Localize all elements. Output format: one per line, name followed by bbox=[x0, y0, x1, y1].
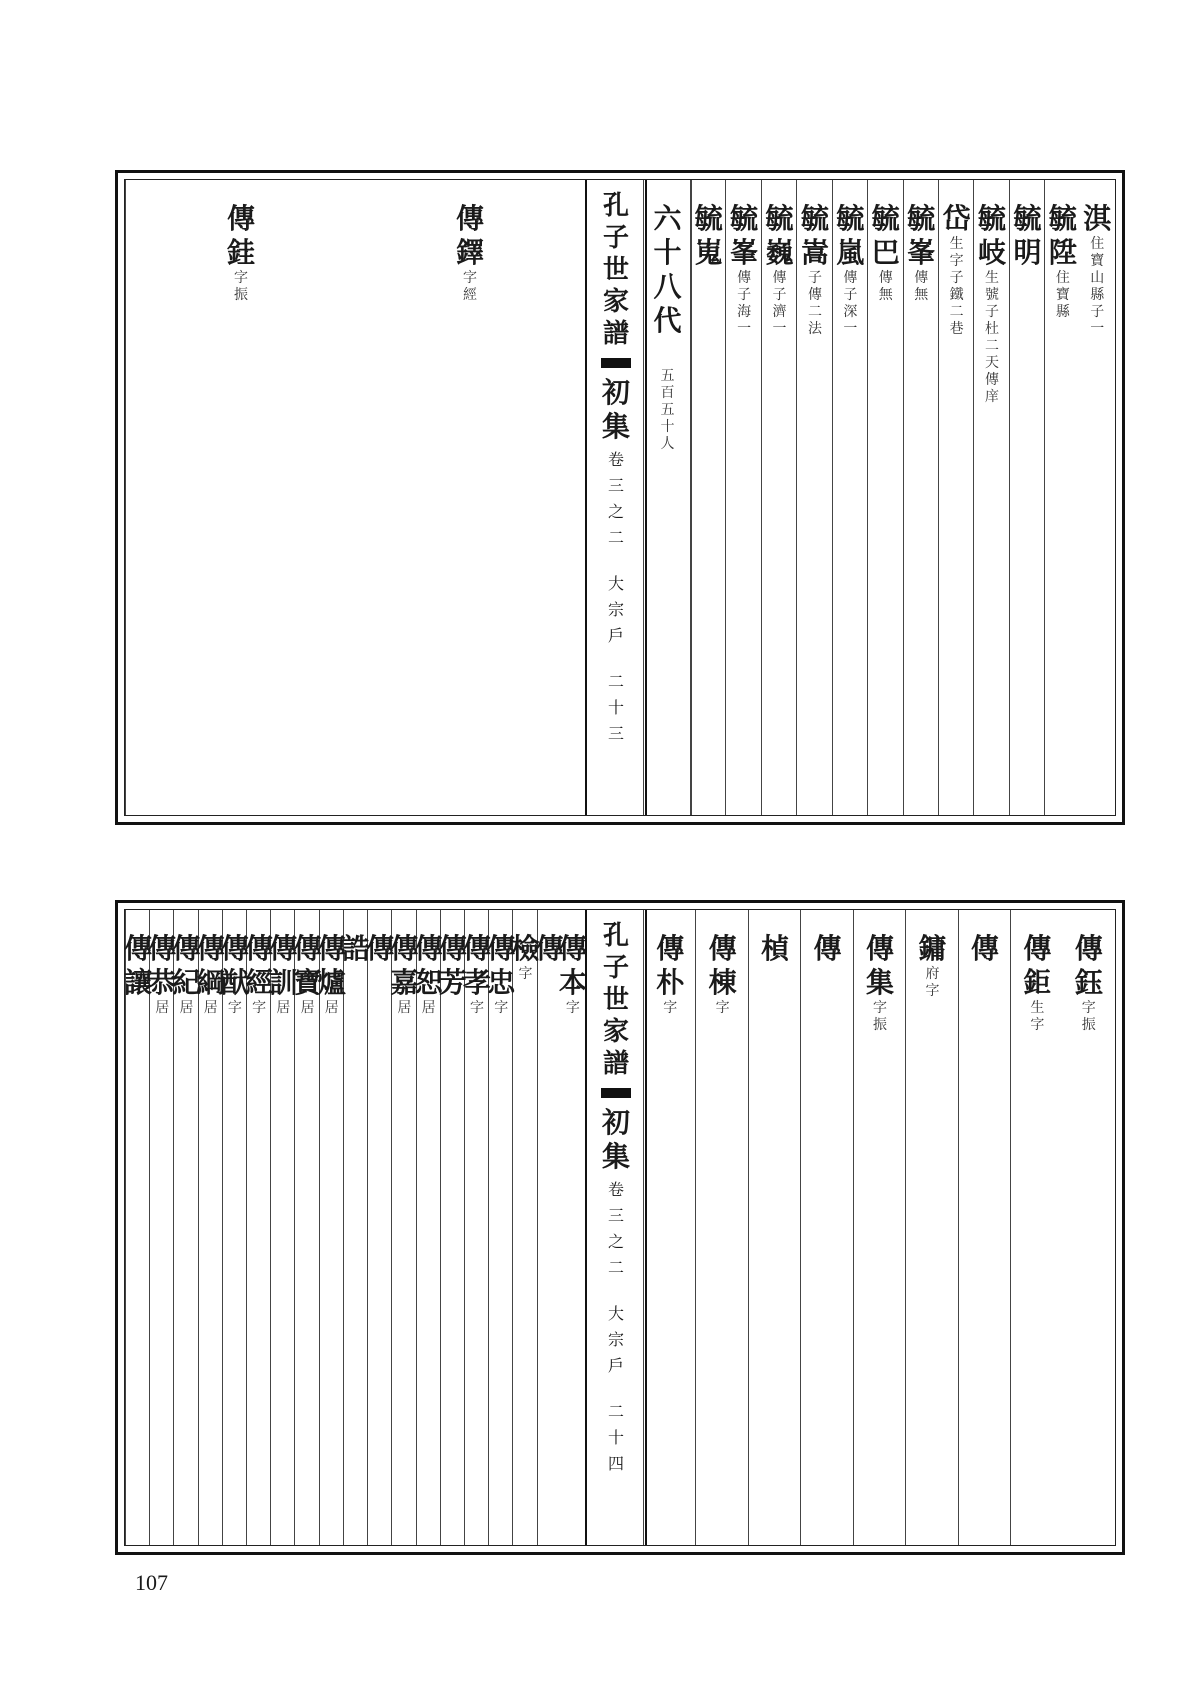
entry-name-char: 傳 bbox=[535, 932, 564, 965]
section-char: 戶 bbox=[607, 626, 624, 645]
volume-char: 之 bbox=[607, 502, 624, 521]
genealogy-entry-column bbox=[761, 180, 797, 815]
entry-name-char: 岐 bbox=[978, 236, 1007, 269]
entry-note-char: 傳 bbox=[878, 270, 893, 286]
section-char: 大 bbox=[607, 574, 624, 593]
entry-note-char: 傳 bbox=[985, 372, 1000, 388]
entry-name-char: 紀 bbox=[172, 966, 201, 999]
top-folio bbox=[587, 672, 645, 744]
volume-char: 卷 bbox=[607, 1180, 624, 1199]
entry-note-char: 居 bbox=[179, 1000, 194, 1016]
entry-name-char: 綱 bbox=[196, 966, 225, 999]
entry-note-char: 子 bbox=[737, 287, 752, 303]
genealogy-entry-column bbox=[124, 910, 153, 1545]
genealogy-entry-column bbox=[1063, 910, 1115, 1545]
top-generation-column bbox=[643, 180, 692, 815]
entry-name-char: 毓 bbox=[978, 202, 1007, 235]
generation-heading-char: 六 bbox=[653, 202, 682, 235]
bottom-page-panel bbox=[115, 900, 1125, 1555]
entry-name-char: 銈 bbox=[226, 236, 255, 269]
bottom-folio bbox=[587, 1402, 645, 1474]
entry-note-char: 海 bbox=[737, 304, 752, 320]
generation-heading-char: 十 bbox=[653, 236, 682, 269]
entry-name-char: 忠 bbox=[487, 966, 516, 999]
genealogy-entry-column bbox=[695, 910, 748, 1545]
entry-note-char: 傳 bbox=[807, 287, 822, 303]
genealogy-entry-column bbox=[343, 910, 368, 1545]
entry-note-char: 府 bbox=[925, 966, 940, 982]
bottom-page-frame bbox=[124, 909, 1116, 1546]
genealogy-entry-column bbox=[390, 910, 419, 1545]
entry-note-char: 一 bbox=[1090, 321, 1105, 337]
entry-note-char: 縣 bbox=[1090, 287, 1105, 303]
entry-note-char: 傳 bbox=[914, 270, 929, 286]
entry-note-char: 振 bbox=[872, 1017, 887, 1033]
generation-note-char: 五 bbox=[660, 402, 675, 418]
entry-note-char: 字 bbox=[925, 983, 940, 999]
genealogy-entry-column bbox=[1044, 180, 1080, 815]
entry-note-char: 振 bbox=[1081, 1017, 1096, 1033]
bottom-right-columns bbox=[643, 910, 1115, 1545]
genealogy-entry-column bbox=[973, 180, 1009, 815]
entry-note-char: 巷 bbox=[949, 321, 964, 337]
entry-name-char: 朴 bbox=[656, 966, 685, 999]
entry-name-char: 集 bbox=[865, 966, 894, 999]
entry-name-char: 棟 bbox=[708, 966, 737, 999]
entry-name-char: 傳 bbox=[708, 932, 737, 965]
entry-name-char: 楨 bbox=[761, 932, 790, 965]
title-char: 孔 bbox=[602, 191, 629, 221]
entry-name-char: 孝 bbox=[463, 966, 492, 999]
entry-name-char: 誥 bbox=[341, 932, 370, 965]
top-volume bbox=[587, 450, 645, 548]
entry-name-char: 傳 bbox=[438, 932, 467, 965]
generation-note-char: 五 bbox=[660, 368, 675, 384]
entry-note-char: 字 bbox=[252, 1000, 267, 1016]
genealogy-entry-column bbox=[366, 910, 395, 1545]
entry-note-char: 一 bbox=[772, 321, 787, 337]
entry-name-char: 毓 bbox=[800, 202, 829, 235]
entry-name-char: 傳 bbox=[970, 932, 999, 965]
genealogy-entry-column bbox=[800, 910, 853, 1545]
entry-note-char: 鐵 bbox=[949, 287, 964, 303]
entry-name-char: 巴 bbox=[871, 236, 900, 269]
entry-name-char: 峯 bbox=[730, 236, 759, 269]
top-center-column bbox=[585, 180, 647, 815]
entry-note-char: 號 bbox=[985, 287, 1000, 303]
entry-name-char: 傳 bbox=[148, 932, 177, 965]
genealogy-entry-column bbox=[1010, 910, 1063, 1545]
entry-name-char: 陞 bbox=[1048, 236, 1077, 269]
entry-note-char: 二 bbox=[985, 338, 1000, 354]
section-char: 戶 bbox=[607, 1356, 624, 1375]
entry-note-char: 生 bbox=[985, 270, 1000, 286]
entry-name-char: 傳 bbox=[226, 202, 255, 235]
entry-note-char: 子 bbox=[949, 270, 964, 286]
entry-name-char: 恭 bbox=[148, 966, 177, 999]
genealogy-entry-column bbox=[511, 910, 540, 1545]
bottom-collection bbox=[587, 1106, 645, 1174]
entry-note-char: 居 bbox=[324, 1000, 339, 1016]
genealogy-entry-column bbox=[319, 910, 344, 1545]
entry-note-char: 字 bbox=[470, 1000, 485, 1016]
entry-note-char: 住 bbox=[1090, 236, 1105, 252]
bottom-volume bbox=[587, 1180, 645, 1278]
entry-name-char: 鐸 bbox=[455, 236, 484, 269]
entry-name-char: 傳 bbox=[245, 932, 274, 965]
entry-note-char: 法 bbox=[807, 321, 822, 337]
title-char: 家 bbox=[602, 287, 629, 317]
entry-name-char: 毓 bbox=[765, 202, 794, 235]
entry-name-char: 猷 bbox=[220, 966, 249, 999]
entry-name-char: 傳 bbox=[269, 932, 298, 965]
entry-note-char: 居 bbox=[397, 1000, 412, 1016]
bottom-center-column bbox=[585, 910, 647, 1545]
entry-note-char: 生 bbox=[1030, 1000, 1045, 1016]
volume-char: 二 bbox=[607, 528, 624, 547]
entry-note-char: 字 bbox=[949, 253, 964, 269]
title-char: 子 bbox=[602, 953, 629, 983]
entry-note-char: 字 bbox=[494, 1000, 509, 1016]
collection-char: 集 bbox=[601, 410, 630, 443]
entry-note-char: 無 bbox=[914, 287, 929, 303]
entry-note-char: 居 bbox=[155, 1000, 170, 1016]
genealogy-entry-column bbox=[269, 910, 298, 1545]
entry-name-char: 傳 bbox=[1074, 932, 1103, 965]
genealogy-entry-column bbox=[958, 910, 1011, 1545]
generation-note-char: 百 bbox=[660, 385, 675, 401]
entry-name-char: 傳 bbox=[813, 932, 842, 965]
entry-name-char: 傳 bbox=[293, 932, 322, 965]
genealogy-entry-column bbox=[725, 180, 761, 815]
genealogy-entry-column bbox=[796, 180, 832, 815]
entry-note-char: 振 bbox=[234, 287, 248, 303]
genealogy-entry-column bbox=[938, 180, 974, 815]
top-collection bbox=[587, 376, 645, 444]
genealogy-entry-column bbox=[853, 910, 906, 1545]
entry-name-char: 讓 bbox=[124, 966, 153, 999]
folio-char: 二 bbox=[607, 1402, 624, 1421]
bottom-left-columns bbox=[125, 910, 585, 1545]
genealogy-entry-column bbox=[198, 910, 223, 1545]
entry-name-char: 毓 bbox=[836, 202, 865, 235]
generation-heading-char: 代 bbox=[653, 304, 682, 337]
genealogy-entry-column bbox=[125, 180, 356, 815]
entry-name-char: 嘉 bbox=[390, 966, 419, 999]
entry-note-char: 字 bbox=[227, 1000, 242, 1016]
top-page-frame bbox=[124, 179, 1116, 816]
entry-note-char: 寶 bbox=[1055, 287, 1070, 303]
entry-note-char: 字 bbox=[463, 270, 477, 286]
genealogy-entry-column bbox=[222, 910, 247, 1545]
bottom-section bbox=[587, 1304, 645, 1376]
entry-name-char: 峯 bbox=[907, 236, 936, 269]
genealogy-entry-column bbox=[558, 910, 587, 1545]
entry-name-char: 檢 bbox=[511, 932, 540, 965]
entry-note-char: 字 bbox=[1081, 1000, 1096, 1016]
entry-name-char: 傳 bbox=[220, 932, 249, 965]
entry-name-char: 嵩 bbox=[800, 236, 829, 269]
entry-note-char: 縣 bbox=[1055, 304, 1070, 320]
genealogy-entry-column bbox=[832, 180, 868, 815]
entry-note-char: 字 bbox=[234, 270, 248, 286]
entry-note-char: 字 bbox=[518, 966, 533, 982]
entry-note-char: 子 bbox=[843, 287, 858, 303]
genealogy-entry-column bbox=[148, 910, 177, 1545]
genealogy-entry-column bbox=[293, 910, 322, 1545]
entry-name-char: 傳 bbox=[317, 932, 346, 965]
entry-note-char: 山 bbox=[1090, 270, 1105, 286]
genealogy-entry-column bbox=[1080, 180, 1115, 815]
entry-note-char: 傳 bbox=[737, 270, 752, 286]
entry-note-char: 子 bbox=[1090, 304, 1105, 320]
entry-note-char: 傳 bbox=[843, 270, 858, 286]
entry-note-char: 二 bbox=[949, 304, 964, 320]
entry-note-char: 天 bbox=[985, 355, 1000, 371]
folio-char: 四 bbox=[607, 1454, 624, 1473]
entry-note-char: 深 bbox=[843, 304, 858, 320]
entry-name-char: 傳 bbox=[455, 202, 484, 235]
entry-note-char: 濟 bbox=[772, 304, 787, 320]
entry-name-char: 傳 bbox=[414, 932, 443, 965]
bottom-fishtail-mark bbox=[601, 1088, 631, 1098]
genealogy-entry-column bbox=[643, 910, 696, 1545]
genealogy-entry-column bbox=[537, 910, 562, 1545]
entry-note-char: 字 bbox=[872, 1000, 887, 1016]
entry-name-char: 傳 bbox=[1023, 932, 1052, 965]
title-char: 孔 bbox=[602, 921, 629, 951]
entry-name-char: 寶 bbox=[293, 966, 322, 999]
entry-name-char: 鉅 bbox=[1023, 966, 1052, 999]
volume-char: 二 bbox=[607, 1258, 624, 1277]
genealogy-entry-column bbox=[905, 910, 958, 1545]
entry-note-char: 字 bbox=[1030, 1017, 1045, 1033]
top-section bbox=[587, 574, 645, 646]
entry-note-char: 子 bbox=[772, 287, 787, 303]
entry-note-char: 一 bbox=[843, 321, 858, 337]
title-char: 譜 bbox=[602, 319, 629, 349]
entry-note-char: 杜 bbox=[985, 321, 1000, 337]
entry-name-char: 毓 bbox=[694, 202, 723, 235]
folio-char: 二 bbox=[607, 672, 624, 691]
entry-name-char: 毓 bbox=[871, 202, 900, 235]
genealogy-entry-column bbox=[867, 180, 903, 815]
entry-note-char: 居 bbox=[203, 1000, 218, 1016]
title-char: 世 bbox=[602, 985, 629, 1015]
entry-name-char: 岱 bbox=[942, 202, 971, 235]
entry-name-char: 本 bbox=[558, 966, 587, 999]
entry-name-char: 經 bbox=[245, 966, 274, 999]
top-book-title bbox=[587, 190, 645, 350]
entry-name-char: 訓 bbox=[269, 966, 298, 999]
top-fishtail-mark bbox=[601, 358, 631, 368]
genealogy-entry-column bbox=[487, 910, 516, 1545]
entry-note-char: 生 bbox=[949, 236, 964, 252]
entry-name-char: 傳 bbox=[124, 932, 153, 965]
folio-char: 十 bbox=[607, 698, 624, 717]
entry-name-char: 毓 bbox=[1048, 202, 1077, 235]
entry-name-char: 傳 bbox=[390, 932, 419, 965]
entry-name-char: 傳 bbox=[366, 932, 395, 965]
top-page-panel bbox=[115, 170, 1125, 825]
genealogy-entry-column bbox=[463, 910, 492, 1545]
entry-note-char: 二 bbox=[807, 304, 822, 320]
entry-note-char: 庠 bbox=[985, 389, 1000, 405]
entry-note-char: 一 bbox=[737, 321, 752, 337]
entry-note-char: 子 bbox=[985, 304, 1000, 320]
genealogy-entry-column bbox=[690, 180, 726, 815]
genealogy-entry-column bbox=[416, 910, 441, 1545]
entry-name-char: 傳 bbox=[865, 932, 894, 965]
title-char: 世 bbox=[602, 255, 629, 285]
entry-note-char: 居 bbox=[421, 1000, 436, 1016]
genealogy-entry-column bbox=[355, 180, 585, 815]
collection-char: 初 bbox=[601, 376, 630, 409]
entry-name-char: 嵐 bbox=[836, 236, 865, 269]
entry-note-char: 字 bbox=[715, 1000, 730, 1016]
section-char: 宗 bbox=[607, 600, 624, 619]
title-char: 家 bbox=[602, 1017, 629, 1047]
top-right-columns bbox=[690, 180, 1115, 815]
entry-note-char: 傳 bbox=[772, 270, 787, 286]
top-left-columns bbox=[125, 180, 585, 815]
genealogy-entry-column bbox=[748, 910, 801, 1545]
folio-char: 三 bbox=[607, 724, 624, 743]
folio-char: 十 bbox=[607, 1428, 624, 1447]
entry-name-char: 毓 bbox=[1013, 202, 1042, 235]
entry-note-char: 字 bbox=[663, 1000, 678, 1016]
entry-note-char: 居 bbox=[300, 1000, 315, 1016]
entry-name-char: 嵬 bbox=[694, 236, 723, 269]
genealogy-entry-column bbox=[245, 910, 274, 1545]
genealogy-entry-column bbox=[1009, 180, 1045, 815]
section-char: 大 bbox=[607, 1304, 624, 1323]
title-char: 譜 bbox=[602, 1049, 629, 1079]
entry-note-char: 經 bbox=[463, 287, 477, 303]
section-char: 宗 bbox=[607, 1330, 624, 1349]
entry-name-char: 傳 bbox=[196, 932, 225, 965]
volume-char: 三 bbox=[607, 1206, 624, 1225]
entry-name-char: 鏞 bbox=[918, 932, 947, 965]
entry-note-char: 居 bbox=[276, 1000, 291, 1016]
entry-name-char: 恕 bbox=[414, 966, 443, 999]
entry-name-char: 傳 bbox=[172, 932, 201, 965]
entry-note-char: 子 bbox=[807, 270, 822, 286]
entry-name-char: 毓 bbox=[907, 202, 936, 235]
entry-name-char: 鈺 bbox=[1074, 966, 1103, 999]
genealogy-entry-column bbox=[440, 910, 465, 1545]
entry-name-char: 傳 bbox=[487, 932, 516, 965]
genealogy-entry-column bbox=[172, 910, 201, 1545]
page-number: 107 bbox=[135, 1570, 168, 1595]
volume-char: 之 bbox=[607, 1232, 624, 1251]
collection-char: 集 bbox=[601, 1140, 630, 1173]
volume-char: 卷 bbox=[607, 450, 624, 469]
entry-note-char: 住 bbox=[1055, 270, 1070, 286]
collection-char: 初 bbox=[601, 1106, 630, 1139]
title-char: 子 bbox=[602, 223, 629, 253]
entry-name-char: 巍 bbox=[765, 236, 794, 269]
entry-note-char: 字 bbox=[565, 1000, 580, 1016]
entry-name-char: 傳 bbox=[558, 932, 587, 965]
entry-name-char: 毓 bbox=[730, 202, 759, 235]
entry-name-char: 爐 bbox=[317, 966, 346, 999]
generation-note-char: 人 bbox=[660, 436, 675, 452]
entry-note-char: 寶 bbox=[1090, 253, 1105, 269]
entry-name-char: 傳 bbox=[463, 932, 492, 965]
entry-name-char: 傳 bbox=[656, 932, 685, 965]
entry-note-char: 無 bbox=[878, 287, 893, 303]
entry-name-char: 明 bbox=[1013, 236, 1042, 269]
genealogy-entry-column bbox=[903, 180, 939, 815]
bottom-book-title bbox=[587, 920, 645, 1080]
entry-name-char: 淇 bbox=[1083, 202, 1112, 235]
volume-char: 三 bbox=[607, 476, 624, 495]
generation-note-char: 十 bbox=[660, 419, 675, 435]
entry-name-char: 芳 bbox=[438, 966, 467, 999]
generation-heading-char: 八 bbox=[653, 270, 682, 303]
